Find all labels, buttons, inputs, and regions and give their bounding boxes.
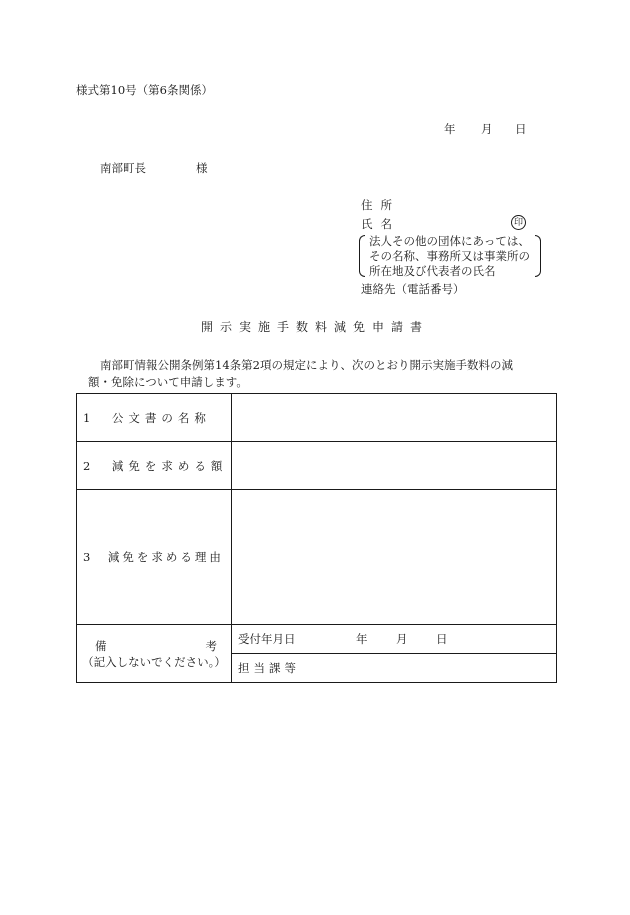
corporate-note-text (369, 234, 530, 279)
date-year-label: 年 (444, 122, 456, 136)
remarks-title (77, 638, 231, 654)
date-day-label: 日 (515, 122, 527, 136)
receipt-year-label: 年 (356, 632, 368, 646)
seal-mark: 印 (511, 215, 526, 230)
remarks-note: （記入しないでください。） (82, 654, 226, 669)
addressee-name: 南部町長 (100, 161, 146, 175)
corporate-note (361, 234, 539, 280)
document-name-field[interactable] (232, 394, 557, 442)
reduction-amount-label: 2 減免を求める額 (77, 442, 232, 490)
bracket-right (535, 235, 541, 277)
department-label: 担当課等 (238, 661, 300, 675)
receipt-date-cell (232, 625, 557, 654)
document-name-label: 1 公文書の名称 (77, 394, 232, 442)
name-label: 氏名 (361, 217, 400, 231)
remarks-title-left: 備 (95, 638, 107, 653)
addressee-honorific: 様 (196, 161, 208, 175)
receipt-month-label: 月 (396, 632, 408, 646)
intro-line-1: 南部町情報公開条例第14条第2項の規定により、次のとおり開示実施手数料の減 (100, 358, 513, 372)
receipt-date-label: 受付年月日 (238, 632, 296, 646)
document-title: 開示実施手数料減免申請書 (200, 320, 429, 334)
intro-line-2: 額・免除について申請します。 (88, 375, 248, 389)
remarks-title-right: 考 (205, 638, 217, 653)
remarks-label (77, 625, 232, 683)
date-month-label: 月 (481, 122, 493, 136)
reduction-amount-field[interactable] (232, 442, 557, 490)
address-label: 住所 (361, 198, 400, 212)
corporate-note-line: その名称、事務所又は事業所の (369, 249, 530, 263)
receipt-day-label: 日 (436, 632, 448, 646)
reduction-reason-label: 3 減免を求める理由 (77, 490, 232, 625)
receipt-date-row (238, 631, 556, 647)
reduction-reason-field[interactable] (232, 490, 557, 625)
department-cell (232, 654, 557, 683)
application-table (76, 393, 557, 683)
corporate-note-line: 法人その他の団体にあっては、 (369, 234, 530, 248)
corporate-note-line: 所在地及び代表者の氏名 (369, 264, 496, 278)
bracket-left (359, 235, 365, 277)
contact-label: 連絡先（電話番号） (361, 282, 465, 296)
form-number: 様式第10号（第6条関係） (76, 83, 213, 97)
